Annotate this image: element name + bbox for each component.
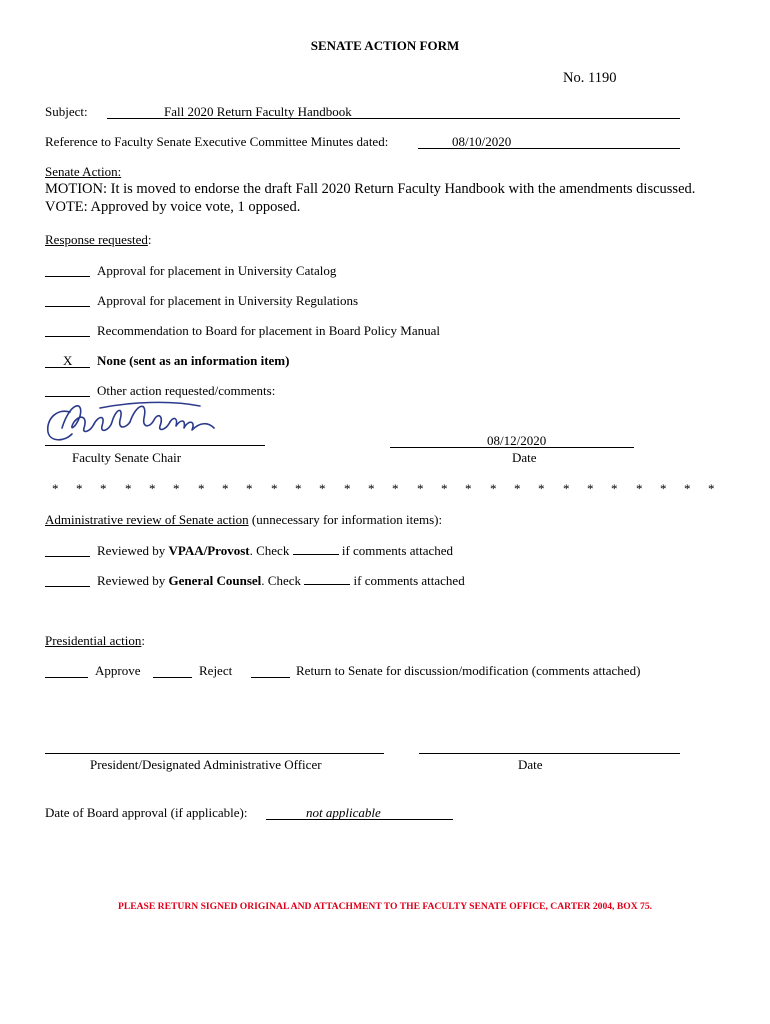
president-date-label: Date	[518, 757, 543, 772]
separator-star: *	[222, 481, 229, 496]
president-date-line	[419, 753, 680, 754]
form-number	[563, 70, 616, 87]
footer-instruction: PLEASE RETURN SIGNED ORIGINAL AND ATTACHMENT TO THE FACULTY SENATE OFFICE, CARTER 2004, BOX 75.	[117, 901, 653, 912]
counsel-reviewed-by: Reviewed by	[97, 573, 166, 588]
response-item-3: Recommendation to Board for placement in Board Policy Manual	[97, 323, 440, 338]
separator-star: *	[708, 481, 715, 496]
response-item-2: Approval for placement in University Regulations	[97, 293, 359, 308]
board-approval-label: Date of Board approval (if applicable):	[45, 805, 248, 820]
return-blank[interactable]	[251, 677, 290, 678]
subject-label: Subject:	[45, 104, 88, 119]
chair-date-line	[390, 447, 634, 448]
form-title: SENATE ACTION FORM	[310, 38, 460, 53]
board-approval-value: not applicable	[306, 805, 381, 820]
counsel-check-blank[interactable]	[304, 572, 350, 585]
response-blank-2[interactable]	[45, 306, 90, 307]
form-number-label: No.	[563, 70, 585, 86]
response-heading-text: Response requested	[45, 232, 148, 247]
motion-text: MOTION: It is moved to endorse the draft Fall 2020 Return Faculty Handbook with the amendments discussed.	[45, 181, 696, 197]
separator-star: *	[611, 481, 618, 496]
response-heading-colon: :	[147, 232, 152, 247]
separator-star: *	[246, 481, 253, 496]
presidential-heading	[45, 633, 145, 649]
response-mark-4: X	[63, 353, 73, 368]
presidential-heading-colon: :	[141, 633, 146, 648]
senate-action-heading: Senate Action:	[45, 164, 122, 179]
separator-star: *	[368, 481, 375, 496]
vpaa-comments-label: if comments attached	[341, 543, 454, 558]
counsel-review-row	[97, 572, 465, 589]
reference-date: 08/10/2020	[452, 134, 512, 149]
counsel-label: General Counsel	[168, 573, 262, 588]
separator-star: *	[441, 481, 448, 496]
counsel-blank[interactable]	[45, 586, 90, 587]
subject-value: Fall 2020 Return Faculty Handbook	[164, 104, 352, 119]
reject-blank[interactable]	[153, 677, 192, 678]
reference-label: Reference to Faculty Senate Executive Committee Minutes dated:	[45, 134, 389, 149]
president-label: President/Designated Administrative Officer	[90, 757, 322, 772]
approve-label: Approve	[95, 663, 141, 678]
reject-label: Reject	[199, 663, 233, 678]
separator-star: *	[636, 481, 643, 496]
president-signature-line	[45, 753, 384, 754]
admin-review-note: (unnecessary for information items):	[251, 512, 443, 527]
counsel-check-label: . Check	[261, 573, 302, 588]
return-label: Return to Senate for discussion/modification (comments attached)	[296, 663, 641, 678]
vote-text: VOTE: Approved by voice vote, 1 opposed.	[45, 199, 301, 215]
separator-star: *	[465, 481, 472, 496]
separator-star: *	[198, 481, 205, 496]
form-number-value: 1190	[587, 70, 617, 86]
separator-star: *	[417, 481, 424, 496]
response-item-5: Other action requested/comments:	[97, 383, 276, 398]
separator-star: *	[587, 481, 594, 496]
separator-star: *	[271, 481, 278, 496]
response-item-1: Approval for placement in University Catalog	[97, 263, 337, 278]
separator-star: *	[344, 481, 351, 496]
chair-signature-line	[45, 445, 265, 446]
vpaa-label: VPAA/Provost	[168, 543, 250, 558]
vpaa-reviewed-by: Reviewed by	[97, 543, 166, 558]
separator-star: *	[100, 481, 107, 496]
response-blank-5[interactable]	[45, 396, 90, 397]
separator-star: *	[295, 481, 302, 496]
separator-star: *	[149, 481, 156, 496]
chair-date-label: Date	[512, 450, 537, 465]
separator-star: *	[125, 481, 132, 496]
response-blank-1[interactable]	[45, 276, 90, 277]
separator-star: *	[319, 481, 326, 496]
vpaa-check-blank[interactable]	[293, 542, 339, 555]
response-blank-3[interactable]	[45, 336, 90, 337]
separator-star: *	[52, 481, 59, 496]
separator-star: *	[563, 481, 570, 496]
vpaa-review-row	[97, 542, 453, 559]
separator-star: *	[684, 481, 691, 496]
presidential-heading-text: Presidential action	[45, 633, 142, 648]
response-heading	[45, 232, 152, 248]
approve-blank[interactable]	[45, 677, 88, 678]
separator-star: *	[173, 481, 180, 496]
response-item-4: None (sent as an information item)	[97, 353, 290, 368]
separator-star: *	[392, 481, 399, 496]
separator-star: *	[660, 481, 667, 496]
vpaa-check-label: . Check	[249, 543, 290, 558]
counsel-comments-label: if comments attached	[353, 573, 465, 588]
admin-review-heading	[45, 512, 442, 528]
chair-signature	[40, 398, 230, 448]
vpaa-blank[interactable]	[45, 556, 90, 557]
separator-star: *	[76, 481, 83, 496]
admin-review-heading-text: Administrative review of Senate action	[45, 512, 249, 527]
chair-label: Faculty Senate Chair	[72, 450, 182, 465]
separator-star: *	[490, 481, 497, 496]
separator-star: *	[514, 481, 521, 496]
separator-star: *	[538, 481, 545, 496]
chair-date-value: 08/12/2020	[487, 433, 547, 448]
